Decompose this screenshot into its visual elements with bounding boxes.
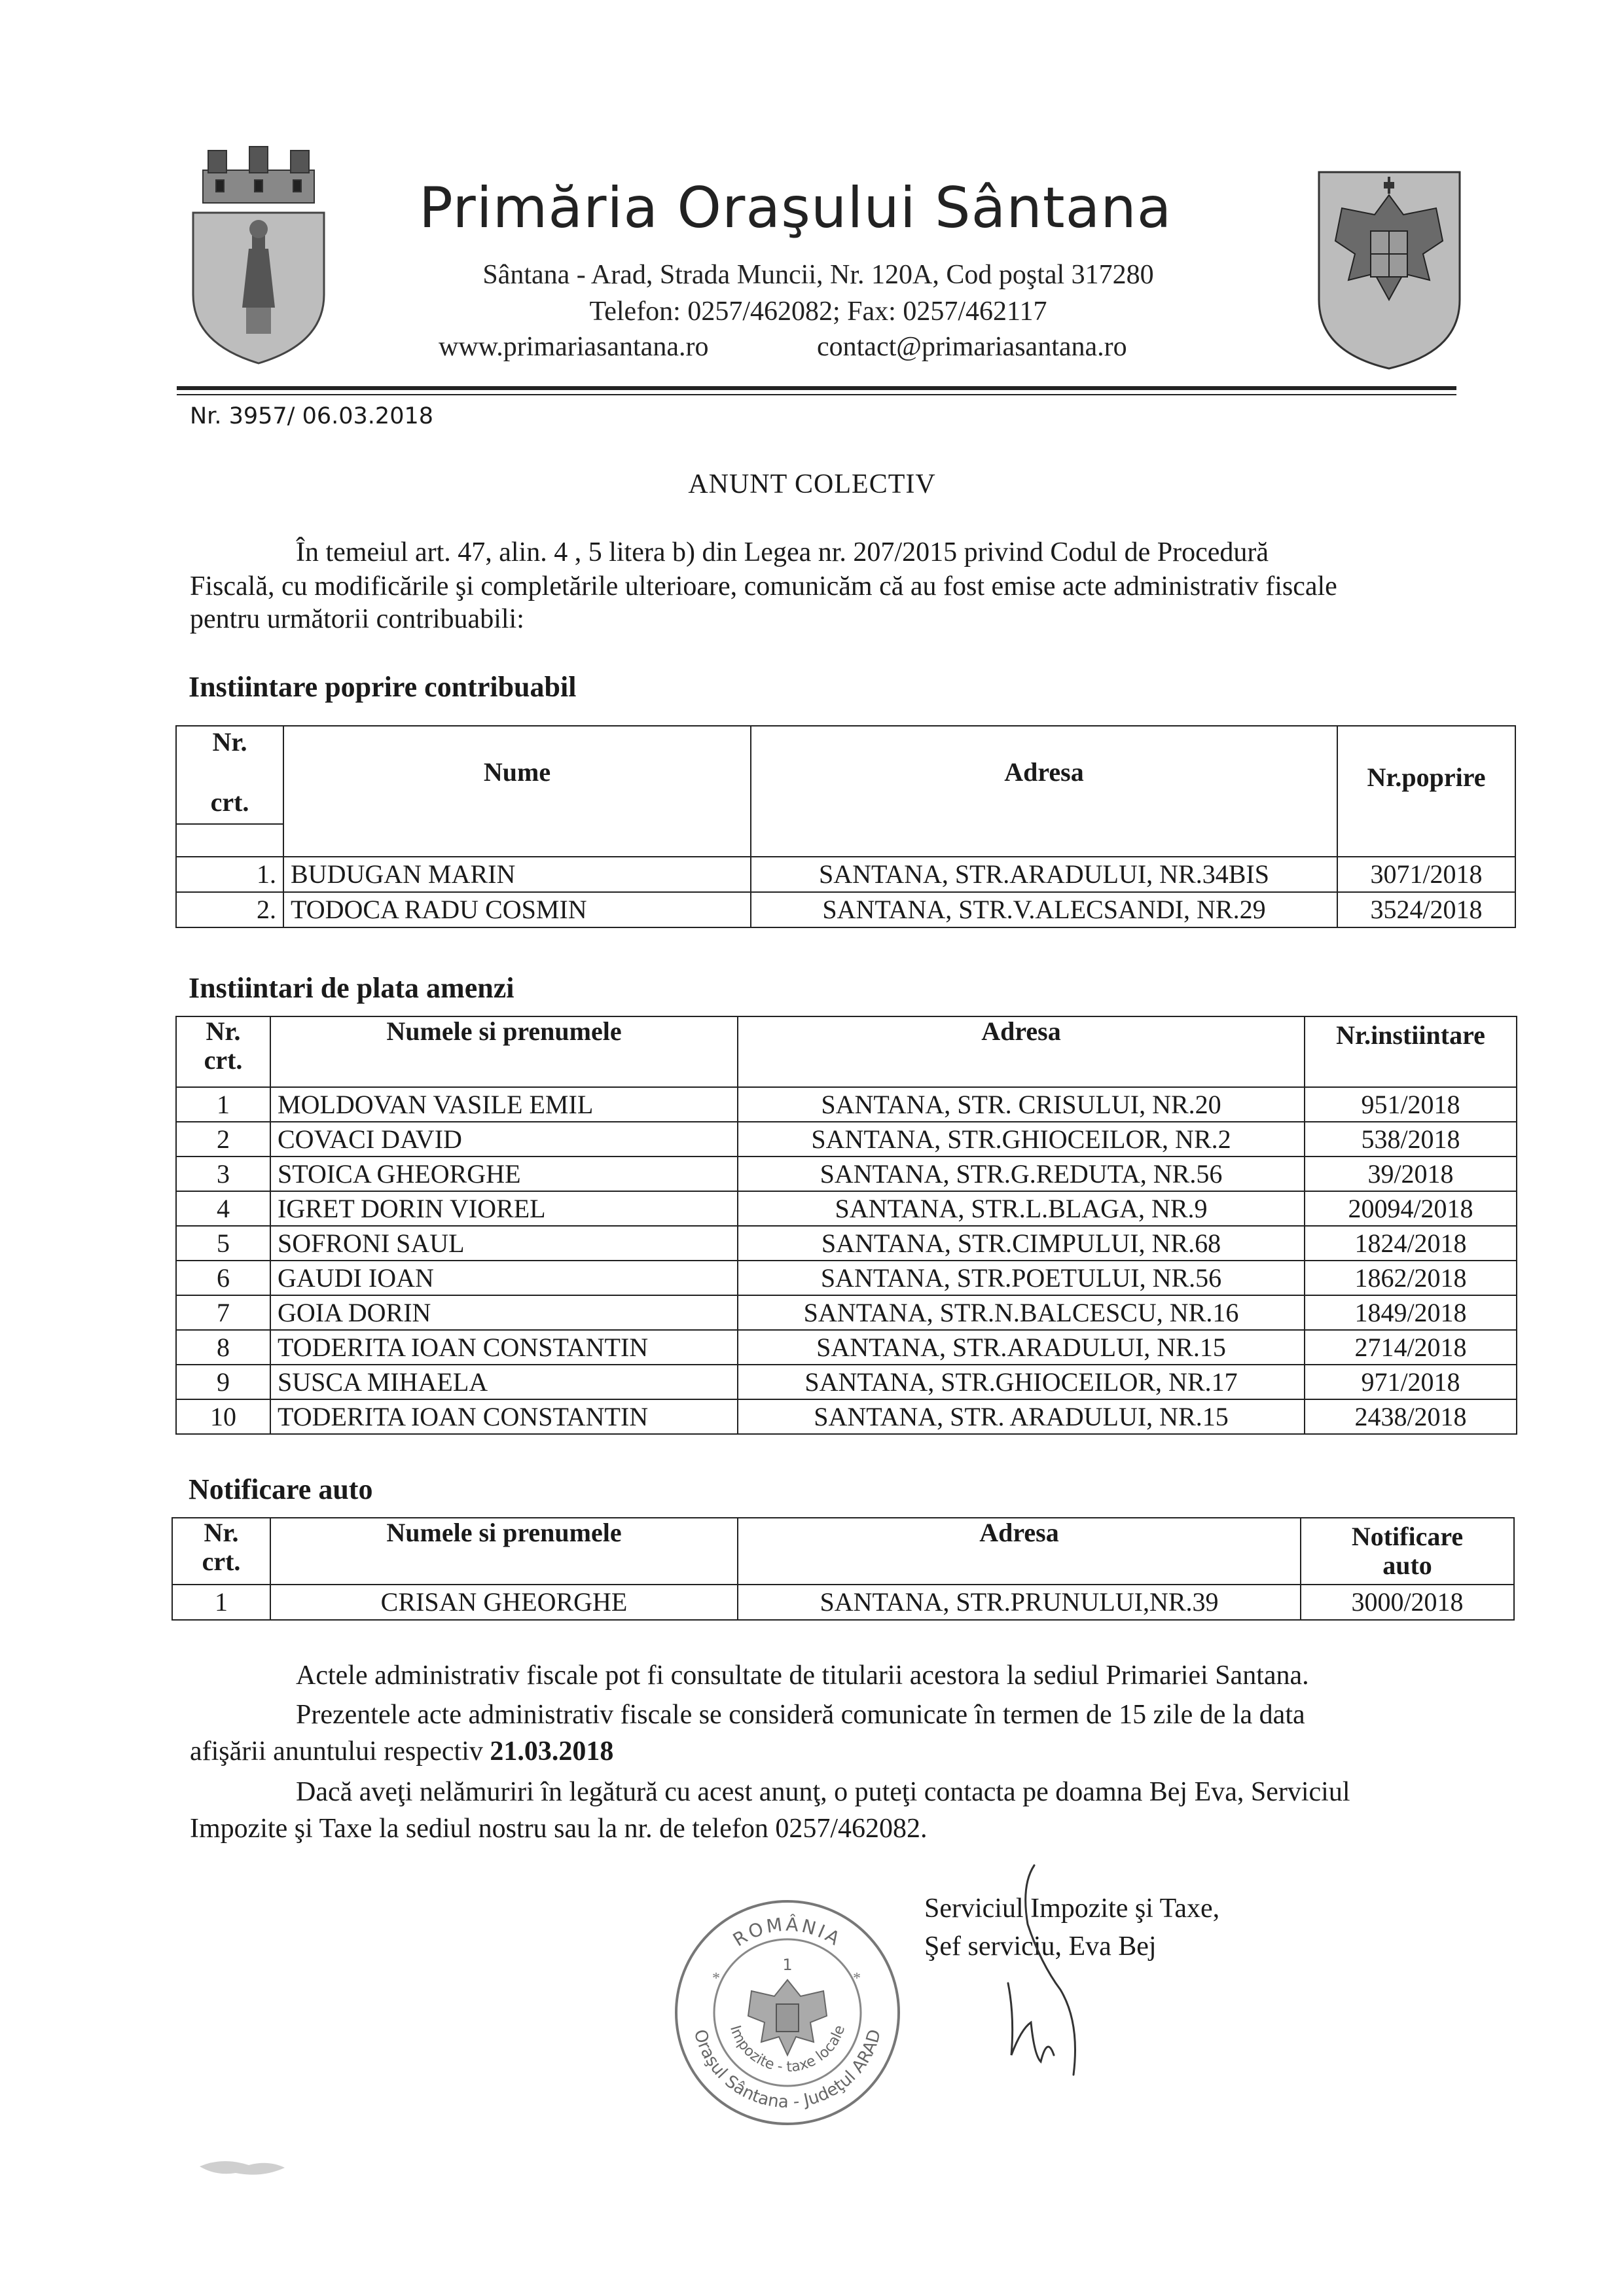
cell-nr: 4 (176, 1191, 270, 1226)
cell-address: SANTANA, STR.PRUNULUI,NR.39 (738, 1585, 1301, 1620)
closing-line-1: Actele administrativ fiscale pot fi consultate de titularii acestora la sediul Primariei Santana. (296, 1660, 1309, 1691)
cell-nr: 8 (176, 1330, 270, 1365)
header-number: Nr.poprire (1337, 726, 1515, 857)
cell-number: 538/2018 (1305, 1122, 1517, 1157)
table-row (176, 1330, 1517, 1365)
cell-number: 1862/2018 (1305, 1261, 1517, 1295)
table-row (176, 1226, 1517, 1261)
cell-address: SANTANA, STR.ARADULUI, NR.34BIS (751, 857, 1337, 892)
cell-name: BUDUGAN MARIN (283, 857, 751, 892)
display-deadline-date: 21.03.2018 (490, 1736, 614, 1767)
cell-address: SANTANA, STR.L.BLAGA, NR.9 (738, 1191, 1305, 1226)
cell-address: SANTANA, STR.CIMPULUI, NR.68 (738, 1226, 1305, 1261)
svg-text:*: * (853, 1970, 861, 1987)
cell-name: CRISAN GHEORGHE (270, 1585, 738, 1620)
header-nr-top: Nr. (204, 1518, 239, 1547)
document-heading: ANUNT COLECTIV (688, 469, 936, 499)
table-row (176, 1399, 1517, 1434)
header-nr-spacer (176, 824, 283, 857)
cell-number: 39/2018 (1305, 1157, 1517, 1191)
cell-name: COVACI DAVID (270, 1122, 738, 1157)
table-row (176, 1365, 1517, 1399)
cell-nr: 1 (176, 1087, 270, 1122)
cell-name: GAUDI IOAN (270, 1261, 738, 1295)
section-title-notificare: Notificare auto (189, 1473, 373, 1505)
header-number-top: Notificare (1351, 1522, 1464, 1551)
table-row (176, 1295, 1517, 1330)
cell-number: 1824/2018 (1305, 1226, 1517, 1261)
cell-name: GOIA DORIN (270, 1295, 738, 1330)
header-number (1301, 1518, 1514, 1585)
header-number-bottom: auto (1382, 1551, 1432, 1580)
table-row (176, 892, 1515, 927)
handwritten-signature (982, 1859, 1100, 2094)
header-rule-thin (177, 394, 1456, 395)
header-nr-top: Nr. (212, 727, 247, 757)
cell-nr: 10 (176, 1399, 270, 1434)
intro-line-3: pentru următorii contribuabili: (190, 604, 524, 634)
closing-line-2: Prezentele acte administrativ fiscale se consideră comunicate în termen de 15 zile de la data (296, 1700, 1305, 1730)
cell-number: 2438/2018 (1305, 1399, 1517, 1434)
header-nr (172, 1518, 270, 1585)
santana-coat-of-arms-icon (183, 144, 334, 367)
official-stamp (666, 1892, 909, 2134)
cell-number: 3524/2018 (1337, 892, 1515, 927)
intro-line-2: Fiscală, cu modificările şi completările ulterioare, comunicăm că au fost emise acte administrativ fiscale (190, 571, 1337, 601)
cell-address: SANTANA, STR.GHIOCEILOR, NR.2 (738, 1122, 1305, 1157)
header-name: Numele si prenumele (270, 1518, 738, 1585)
header-address: Adresa (751, 726, 1337, 857)
cell-address: SANTANA, STR.ARADULUI, NR.15 (738, 1330, 1305, 1365)
table-row (176, 1157, 1517, 1191)
cell-name: TODERITA IOAN CONSTANTIN (270, 1399, 738, 1434)
header-nr-top: Nr. (206, 1016, 241, 1046)
cell-address: SANTANA, STR.G.REDUTA, NR.56 (738, 1157, 1305, 1191)
svg-text:*: * (712, 1970, 720, 1987)
signature-person: Şef serviciu, Eva Bej (924, 1931, 1157, 1962)
closing-line-4: Dacă aveţi nelămuriri în legătură cu acest anunţ, o puteţi contacta pe doamna Bej Eva, Serviciul (296, 1777, 1350, 1807)
header-number: Nr.instiintare (1305, 1016, 1517, 1087)
header-nr-bottom: crt. (204, 1045, 243, 1075)
cell-nr: 1 (172, 1585, 270, 1620)
header-nr (176, 726, 283, 824)
header-address: Adresa (738, 1518, 1301, 1585)
cell-name: TODOCA RADU COSMIN (283, 892, 751, 927)
cell-nr: 2. (176, 892, 283, 927)
table-row (176, 1122, 1517, 1157)
header-nr-bottom: crt. (210, 787, 249, 817)
cell-name: IGRET DORIN VIOREL (270, 1191, 738, 1226)
table-row (176, 1261, 1517, 1295)
section-title-amenzi: Instiintari de plata amenzi (189, 972, 514, 1004)
cell-name: STOICA GHEORGHE (270, 1157, 738, 1191)
table-notificare (171, 1517, 1515, 1621)
cell-nr: 1. (176, 857, 283, 892)
cell-nr: 6 (176, 1261, 270, 1295)
table-row (176, 857, 1515, 892)
cell-address: SANTANA, STR.V.ALECSANDI, NR.29 (751, 892, 1337, 927)
cell-address: SANTANA, STR.N.BALCESCU, NR.16 (738, 1295, 1305, 1330)
table-row (172, 1585, 1514, 1620)
stamp-inner-text: Impozite - taxe locale (726, 2023, 849, 2076)
cell-address: SANTANA, STR. CRISULUI, NR.20 (738, 1087, 1305, 1122)
cell-name: TODERITA IOAN CONSTANTIN (270, 1330, 738, 1365)
svg-text:ROMÂNIA (729, 1913, 846, 1951)
cell-number: 3071/2018 (1337, 857, 1515, 892)
header-nr (176, 1016, 270, 1087)
institution-website-link[interactable]: www.primariasantana.ro (439, 332, 709, 362)
section-title-poprire: Instiintare poprire contribuabil (189, 671, 577, 703)
header-name: Numele si prenumele (270, 1016, 738, 1087)
table-row (176, 1087, 1517, 1122)
cell-nr: 3 (176, 1157, 270, 1191)
institution-phone-fax: Telefon: 0257/462082; Fax: 0257/462117 (589, 296, 1047, 327)
cell-number: 20094/2018 (1305, 1191, 1517, 1226)
institution-email-link[interactable]: contact@primariasantana.ro (817, 332, 1127, 362)
closing-line-3 (190, 1736, 613, 1767)
cell-nr: 5 (176, 1226, 270, 1261)
cell-number: 3000/2018 (1301, 1585, 1514, 1620)
intro-line-1: În temeiul art. 47, alin. 4 , 5 litera b) din Legea nr. 207/2015 privind Codul de Procedură (296, 537, 1269, 567)
stamp-outer-text: Oraşul Sântana - Judeţul ARAD (689, 2027, 886, 2113)
cell-number: 951/2018 (1305, 1087, 1517, 1122)
table-amenzi (175, 1016, 1517, 1435)
table-poprire (175, 725, 1516, 928)
cell-nr: 7 (176, 1295, 270, 1330)
institution-title: Primăria Oraşului Sântana (419, 175, 1172, 241)
cell-nr: 9 (176, 1365, 270, 1399)
cell-number: 2714/2018 (1305, 1330, 1517, 1365)
closing-line-5: Impozite şi Taxe la sediul nostru sau la nr. de telefon 0257/462082. (190, 1814, 928, 1844)
institution-address: Sântana - Arad, Strada Muncii, Nr. 120A, Cod poştal 317280 (482, 260, 1154, 290)
cell-address: SANTANA, STR.POETULUI, NR.56 (738, 1261, 1305, 1295)
table-row (176, 1191, 1517, 1226)
scan-smudge (196, 2153, 288, 2179)
romania-coat-of-arms-icon (1316, 169, 1463, 372)
cell-name: SOFRONI SAUL (270, 1226, 738, 1261)
stamp-eagle-icon (748, 1980, 827, 2055)
cell-address: SANTANA, STR. ARADULUI, NR.15 (738, 1399, 1305, 1434)
cell-address: SANTANA, STR.GHIOCEILOR, NR.17 (738, 1365, 1305, 1399)
cell-number: 971/2018 (1305, 1365, 1517, 1399)
cell-number: 1849/2018 (1305, 1295, 1517, 1330)
document-number: Nr. 3957/ 06.03.2018 (190, 403, 433, 429)
stamp-number: 1 (782, 1956, 793, 1974)
cell-name: SUSCA MIHAELA (270, 1365, 738, 1399)
stamp-top-text: ROMÂNIA (729, 1913, 846, 1951)
header-rule (177, 386, 1456, 390)
cell-name: MOLDOVAN VASILE EMIL (270, 1087, 738, 1122)
header-name: Nume (283, 726, 751, 857)
closing-line-3-text: afişării anuntului respectiv (190, 1736, 490, 1767)
header-nr-bottom: crt. (202, 1547, 241, 1576)
header-address: Adresa (738, 1016, 1305, 1087)
cell-nr: 2 (176, 1122, 270, 1157)
signature-department: Serviciul Impozite şi Taxe, (924, 1893, 1220, 1924)
